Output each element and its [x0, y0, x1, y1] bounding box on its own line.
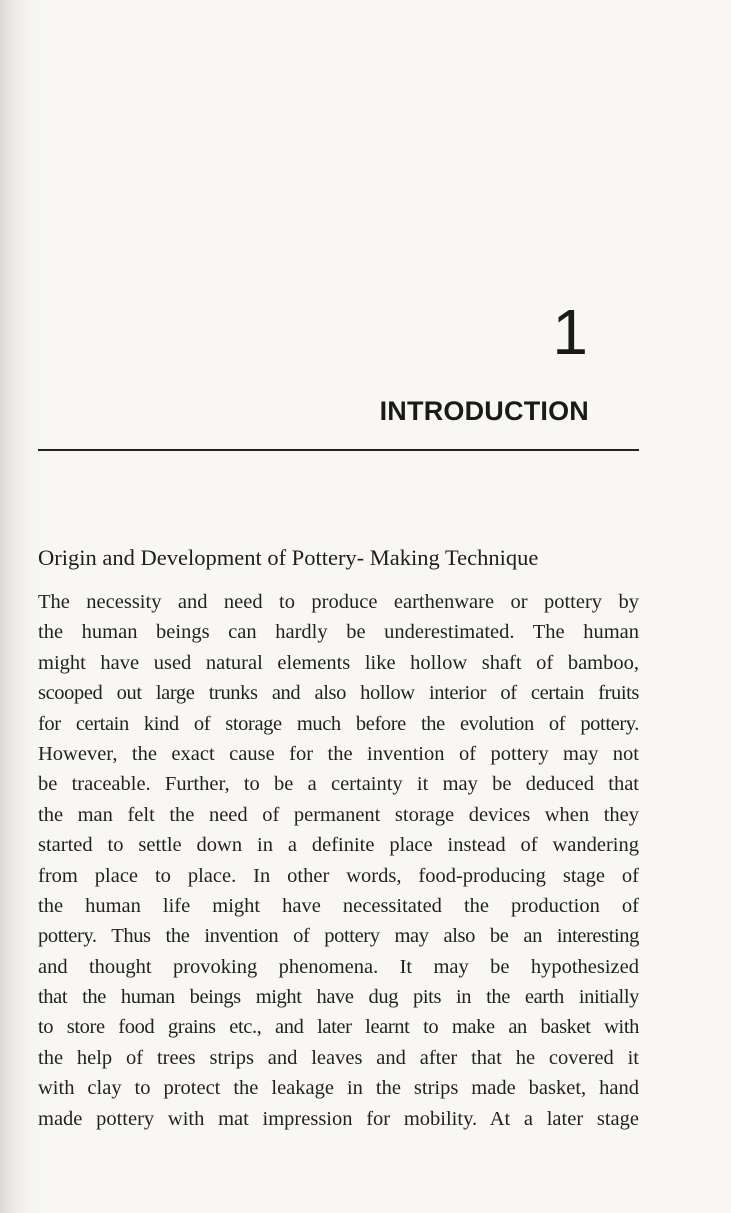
paragraph-line: However, the exact cause for the invention of pottery may not — [38, 742, 639, 765]
chapter-title: INTRODUCTION — [379, 396, 589, 426]
paragraph-line: the man felt the need of permanent storage devices when they — [38, 803, 639, 826]
paragraph-line: to store food grains etc., and later learnt to make an basket with — [38, 1016, 639, 1039]
paragraph-line: the human life might have necessitated the production of — [38, 894, 639, 917]
paragraph-line: made pottery with mat impression for mobility. At a later stage — [38, 1107, 639, 1130]
paragraph-line: with clay to protect the leakage in the strips made basket, hand — [38, 1077, 639, 1100]
chapter-number: 1 — [552, 296, 588, 368]
chapter-divider — [38, 449, 639, 451]
paragraph-line: the human beings can hardly be underestimated. The human — [38, 621, 639, 644]
paragraph-line: from place to place. In other words, food-producing stage of — [38, 864, 639, 887]
paragraph-line: for certain kind of storage much before the evolution of pottery. — [38, 712, 639, 735]
paragraph-line: and thought provoking phenomena. It may be hypothesized — [38, 955, 639, 978]
paragraph-line: started to settle down in a definite place instead of wandering — [38, 834, 639, 857]
paragraph-line: might have used natural elements like hollow shaft of bamboo, — [38, 651, 639, 674]
paragraph-line: pottery. Thus the invention of pottery may also be an interesting — [38, 925, 639, 948]
paragraph-line: scooped out large trunks and also hollow interior of certain fruits — [38, 682, 639, 705]
paragraph-line: be traceable. Further, to be a certainty it may be deduced that — [38, 773, 639, 796]
paragraph-line: that the human beings might have dug pits in the earth initially — [38, 986, 639, 1009]
section-heading: Origin and Development of Pottery- Making Technique — [38, 545, 539, 570]
body-paragraph — [38, 587, 639, 1134]
paragraph-line: The necessity and need to produce earthenware or pottery by — [38, 591, 639, 613]
paragraph-line: the help of trees strips and leaves and after that he covered it — [38, 1046, 639, 1069]
